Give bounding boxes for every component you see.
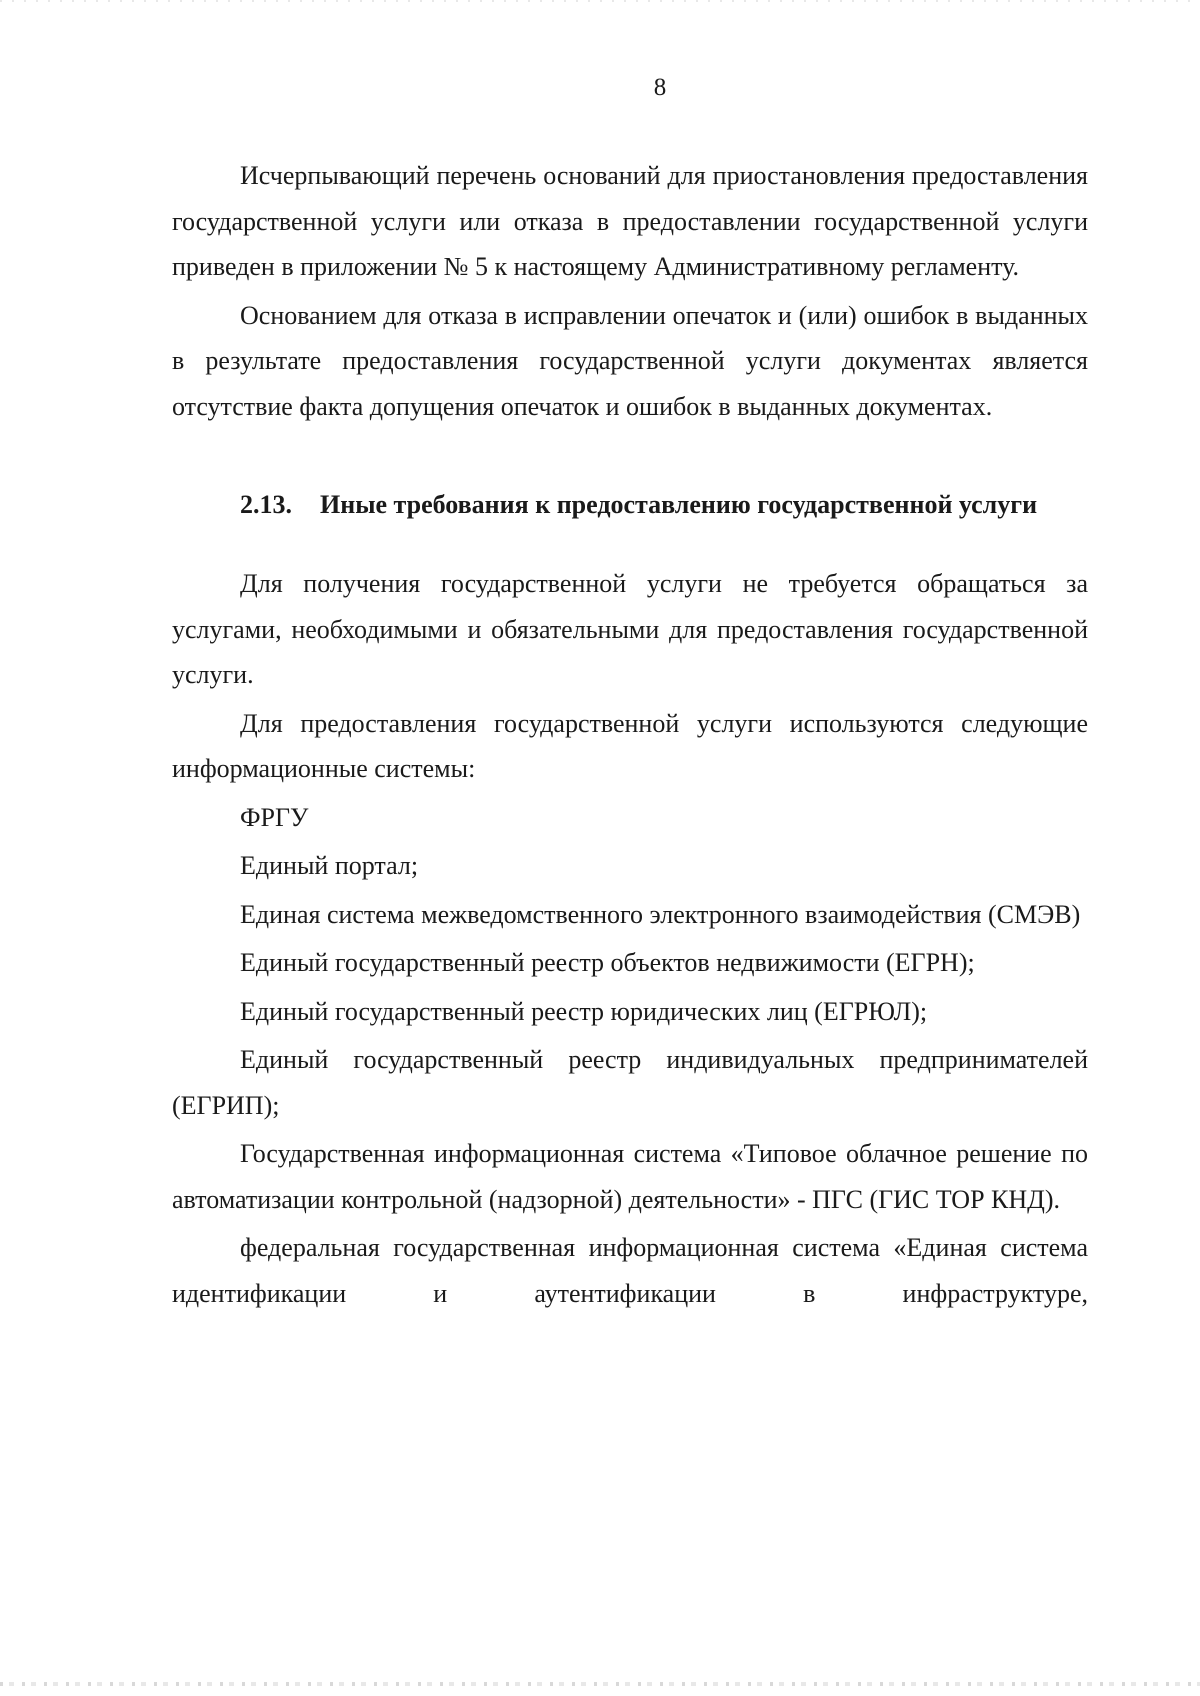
list-item-frgu: ФРГУ [240,802,309,832]
list-item-egrip: Единый государственный реестр индивидуальных предпринимателей (ЕГРИП); [172,1045,1088,1120]
section-number: 2.13. [240,490,292,519]
page-number: 8 [653,74,667,101]
paragraph-no-extra-services: Для получения государственной услуги не требуется обращаться за услугами, необходимыми и обязательными для предоставления государственной услуги. [172,569,1088,689]
section-title: Иные требования к предоставлению государственной услуги [320,490,1038,519]
list-item-smev: Единая система межведомственного электронного взаимодействия (СМЭВ) [240,899,1081,929]
paragraph-correction-refusal: Основанием для отказа в исправлении опечаток и (или) ошибок в выданных в результате предоставления государственной услуги документах является отсутствие факта допущения опечаток и ошибок в выданных документах. [172,300,1088,421]
list-item-egrn: Единый государственный реестр объектов недвижимости (ЕГРН); [240,948,975,977]
paragraph-systems-intro: Для предоставления государственной услуги используются следующие информационные системы: [172,708,1088,783]
list-item-egrul: Единый государственный реестр юридических лиц (ЕГРЮЛ); [240,996,928,1026]
list-item-esia: федеральная государственная информационная система «Единая система идентификации и аутентификации в инфраструктуре, [172,1233,1088,1308]
list-item-gis-tor-knd: Государственная информационная система «Типовое облачное решение по автоматизации контрольной (надзорной) деятельности» - ПГС (ГИС ТОР КНД). [172,1139,1088,1214]
list-item-single-portal: Единый портал; [240,851,419,880]
paragraph-suspension-grounds: Исчерпывающий перечень оснований для приостановления предоставления государственной услуги или отказа в предоставлении государственной услуги приведен в приложении № 5 к настоящему Административному регламенту. [172,161,1088,281]
scan-edge-bottom [0,1682,1200,1686]
section-heading [240,482,1088,527]
scan-edge-top [0,0,1200,2]
